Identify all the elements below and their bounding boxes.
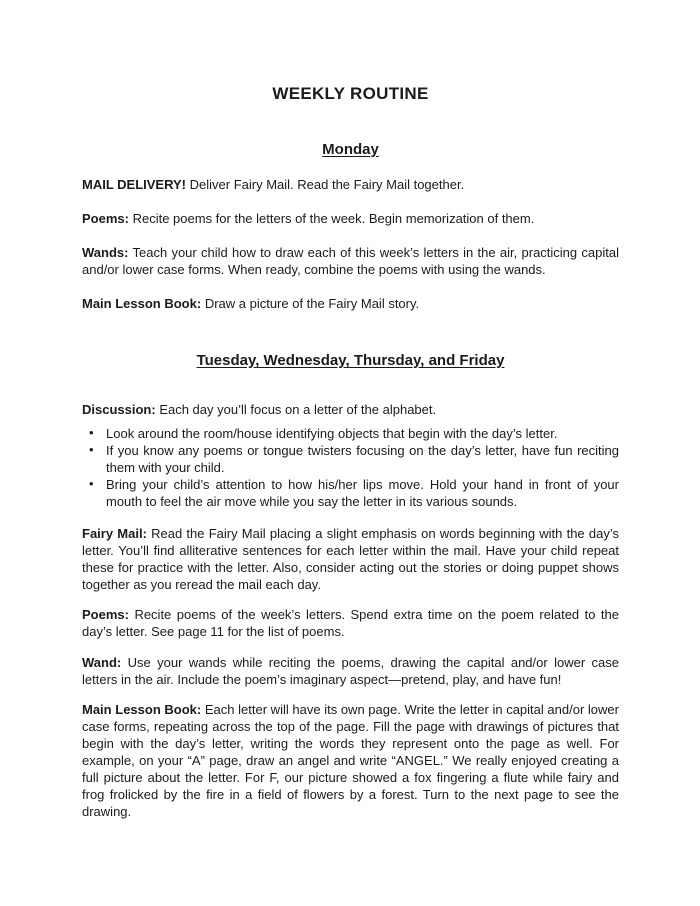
paragraph-wands xyxy=(82,244,619,278)
paragraph-text: Each letter will have its own page. Write the letter in capital and/or lower case forms, repeating across the top of the page. Fill the page with drawings of pictures that begin with the day’s letter, writing the words they represent onto the page as well. For example, on your “A” page, draw an angel and write “ANGEL.” We really enjoyed creating a full picture about the letter. For F, our picture showed a fox fingering a flute while fairy and frog frolicked by the fire in a field of flowers by a forest. Turn to the next page to see the drawing. xyxy=(82,702,619,819)
bullet-item: • Look around the room/house identifying objects that begin with the day’s letter. xyxy=(82,425,619,442)
paragraph-main-lesson-book-monday xyxy=(82,295,619,312)
paragraph-label: Wand: xyxy=(82,655,122,670)
paragraph-mail-delivery xyxy=(82,176,619,193)
monday-heading: Monday xyxy=(322,141,379,158)
paragraph-label: MAIL DELIVERY! xyxy=(82,177,187,192)
paragraph-fairy-mail xyxy=(82,525,619,593)
paragraph-text: Deliver Fairy Mail. Read the Fairy Mail together. xyxy=(189,177,465,192)
paragraph-main-lesson-book-weekdays xyxy=(82,701,619,820)
paragraph-discussion xyxy=(82,401,619,418)
paragraph-text: Draw a picture of the Fairy Mail story. xyxy=(204,296,420,311)
bullet-item: • If you know any poems or tongue twisters focusing on the day’s letter, have fun reciting them with your child. xyxy=(82,442,619,476)
paragraph-label: Wands: xyxy=(82,245,129,260)
section-monday xyxy=(82,141,619,312)
discussion-bullet-list xyxy=(82,425,619,510)
paragraph-poems-monday xyxy=(82,210,619,227)
paragraph-label: Main Lesson Book: xyxy=(82,296,202,311)
paragraph-label: Fairy Mail: xyxy=(82,526,147,541)
section-weekdays xyxy=(82,352,619,820)
paragraph-wand xyxy=(82,654,619,688)
paragraph-label: Poems: xyxy=(82,211,129,226)
paragraph-label: Main Lesson Book: xyxy=(82,702,202,717)
paragraph-poems-weekdays xyxy=(82,606,619,640)
paragraph-text: Read the Fairy Mail placing a slight emphasis on words beginning with the day’s letter. You’ll find alliterative sentences for each letter within the mail. Have your child repeat these for practice with the letter. Also, consider acting out the stories or doing puppet shows together as you reread the mail each day. xyxy=(82,526,619,592)
paragraph-text: Each day you’ll focus on a letter of the alphabet. xyxy=(159,402,437,417)
bullet-item: • Bring your child’s attention to how his/her lips move. Hold your hand in front of your mouth to feel the air move while you say the letter in its various sounds. xyxy=(82,476,619,510)
paragraph-text: Recite poems of the week’s letters. Spend extra time on the poem related to the day’s letter. See page 11 for the list of poems. xyxy=(82,607,619,639)
paragraph-text: Recite poems for the letters of the week. Begin memorization of them. xyxy=(132,211,535,226)
paragraph-label: Discussion: xyxy=(82,402,156,417)
paragraph-text: Teach your child how to draw each of this week’s letters in the air, practicing capital and/or lower case forms. When ready, combine the poems with using the wands. xyxy=(82,245,619,277)
paragraph-label: Poems: xyxy=(82,607,129,622)
weekdays-heading: Tuesday, Wednesday, Thursday, and Friday xyxy=(196,352,505,369)
paragraph-text: Use your wands while reciting the poems, drawing the capital and/or lower case letters in the air. Include the poem’s imaginary aspect—pretend, play, and have fun! xyxy=(82,655,619,687)
document-title: WEEKLY ROUTINE xyxy=(272,84,429,103)
